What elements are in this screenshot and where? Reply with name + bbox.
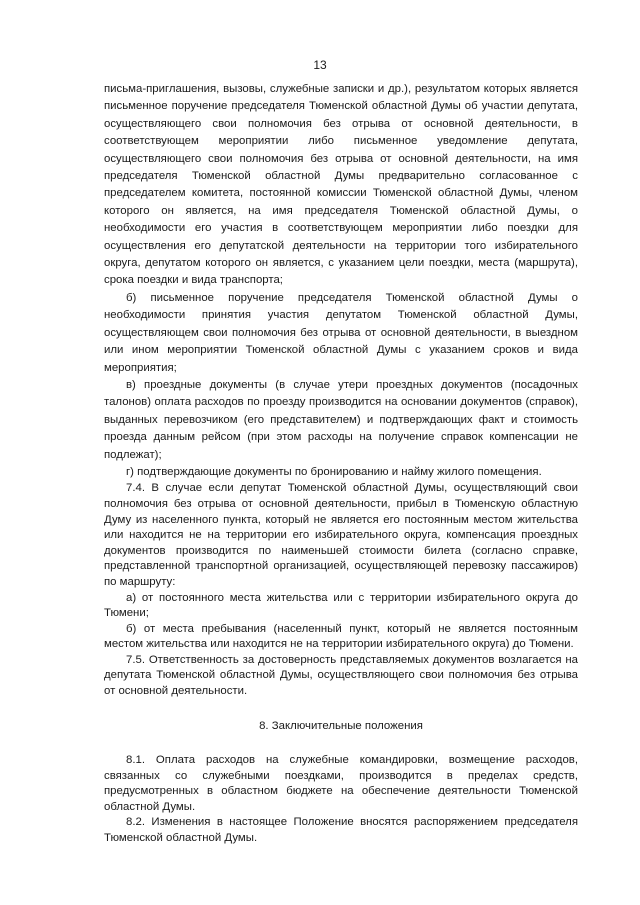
- paragraph-continuation: письма-приглашения, вызовы, служебные записки и др.), результатом которых является письменное поручение председателя Тюменской областной Думы об участии депутата, осуществляющего свои полномочия без отрыва от основной деятельности, в соответствующем мероприятии либо письменное уведомление депутата, осуществляющего свои полномочия без отрыва от основной деятельности, на имя председателя Тюменской областной Думы предварительно согласованное с председателем комитета, постоянной комиссии Тюменской областной Думы, членом которого он является, на имя председателя Тюменской областной Думы, о необходимости его участия в соответствующем мероприятии либо поездки для осуществления его депутатской деятельности на территории того избирательного округа, депутатом которого он является, с указанием цели поездки, места (маршрута), срока поездки и вида транспорта;: [104, 83, 578, 287]
- section-heading: 8. Заключительные положения: [259, 719, 423, 732]
- page-number: 13: [313, 58, 327, 72]
- paragraph-item-b: б) письменное поручение председателя Тюменской областной Думы о необходимости принятия участия депутатом Тюменской областной Думы, осуществляющем свои полномочия без отрыва от основной деятельности, в выездном или ином мероприятии Тюменской областной Думы с указанием сроков и вида мероприятия;: [104, 291, 578, 374]
- document-body: [104, 81, 578, 847]
- paragraph-8-1: 8.1. Оплата расходов на служебные командировки, возмещение расходов, связанных со служебными поездками, производится в пределах средств, предусмотренных в областном бюджете на обеспечение деятельности Тюменской областной Думы.: [104, 754, 578, 813]
- paragraph-7-4-a: а) от постоянного места жительства или с территории избирательного округа до Тюмени;: [104, 591, 578, 620]
- paragraph-7-5: 7.5. Ответственность за достоверность представляемых документов возлагается на депутата Тюменской областной Думы, осуществляющего свои полномочия без отрыва от основной деятельности.: [104, 653, 578, 698]
- paragraph-item-g: г) подтверждающие документы по бронированию и найму жилого помещения.: [126, 465, 542, 478]
- paragraph-item-v: в) проездные документы (в случае утери проездных документов (посадочных талонов) оплата расходов по проезду производится на основании документов (справок), выданных перевозчиком (его представителем) и подтверждающих факт и стоимость проезда данным рейсом (при этом расходы на получение справок компенсации не подлежат);: [104, 378, 578, 461]
- paragraph-7-4-b: б) от места пребывания (населенный пункт, который не является постоянным местом жительства или находится не на территории избирательного округа) до Тюмени.: [104, 622, 578, 651]
- paragraph-7-4: 7.4. В случае если депутат Тюменской областной Думы, осуществляющий свои полномочия без отрыва от основной деятельности, прибыл в Тюменскую областную Думу из населенного пункта, который не является его постоянным местом жительства или находится не на территории его избирательного округа, компенсация проездных документов производится по наименьшей стоимости билета (согласно справке, представленной транспортной организацией, осуществляющей перевозку пассажиров) по маршруту:: [104, 482, 578, 588]
- paragraph-8-2: 8.2. Изменения в настоящее Положение вносятся распоряжением председателя Тюменской областной Думы.: [104, 816, 578, 845]
